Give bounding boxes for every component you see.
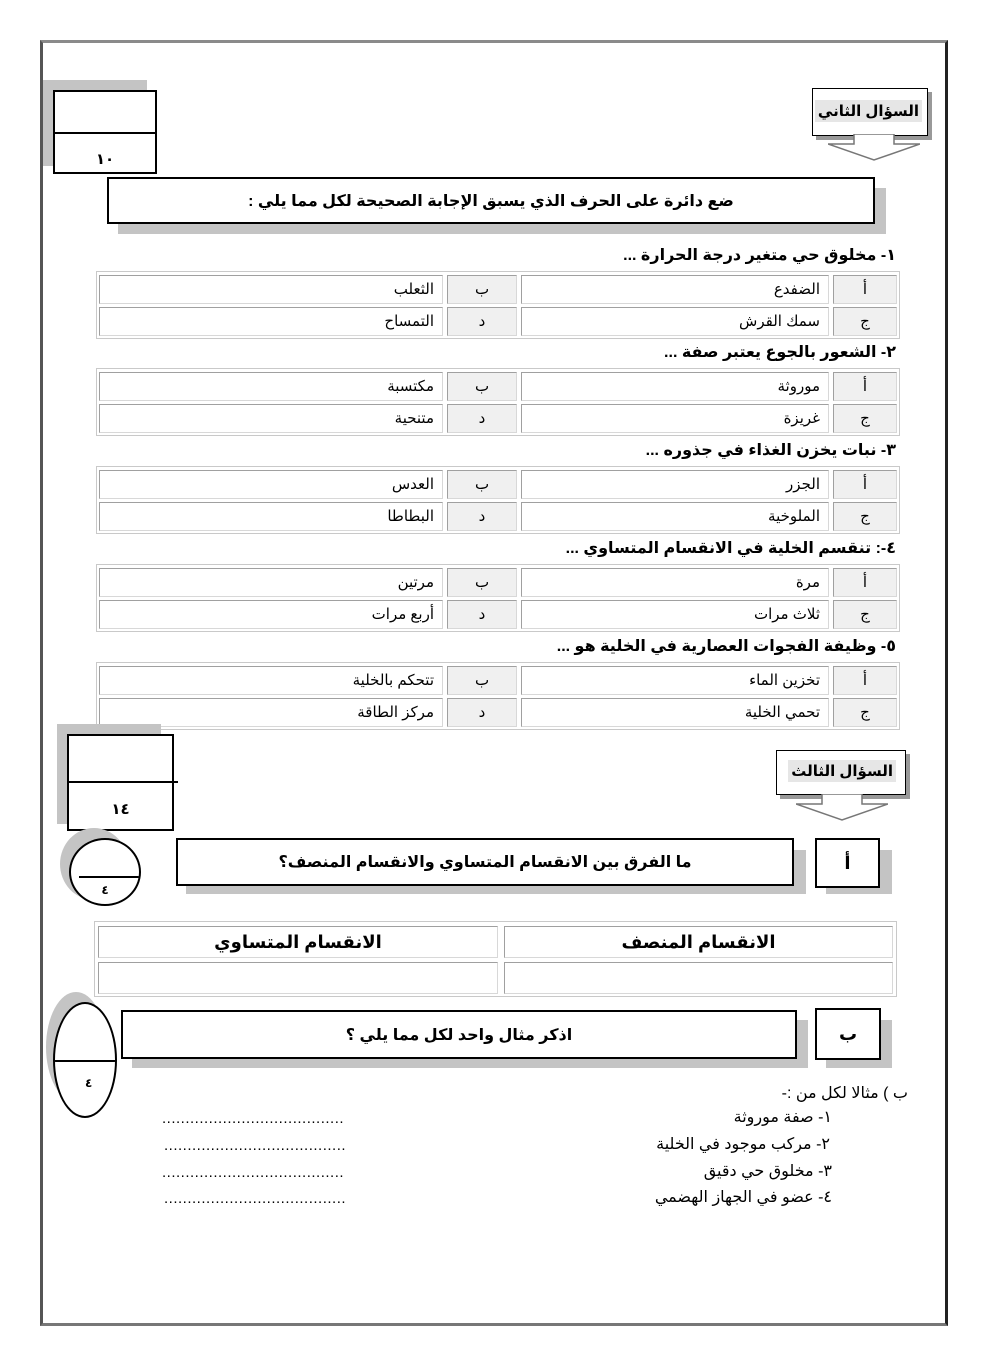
option-b-letter[interactable]: ب: [447, 666, 517, 695]
option-b-text[interactable]: العدس: [99, 470, 443, 499]
option-b-letter[interactable]: ب: [447, 275, 517, 304]
option-c-text[interactable]: سمك القرش: [521, 307, 829, 336]
example-item-1-answer[interactable]: .......................................: [162, 1110, 345, 1127]
section3-score-box: [67, 734, 174, 831]
option-b-letter[interactable]: ب: [447, 470, 517, 499]
score-divider: [55, 132, 155, 134]
option-c-letter[interactable]: ج: [833, 600, 897, 629]
option-d-text[interactable]: التمساح: [99, 307, 443, 336]
option-d-letter[interactable]: د: [447, 600, 517, 629]
option-d-letter[interactable]: د: [447, 698, 517, 727]
example-item-3-answer[interactable]: .......................................: [162, 1164, 345, 1181]
score-divider: [69, 781, 178, 783]
option-b-text[interactable]: الثعلب: [99, 275, 443, 304]
option-a-letter[interactable]: أ: [833, 372, 897, 401]
section2-score-box: [53, 90, 157, 174]
example-item-2-answer[interactable]: .......................................: [164, 1137, 347, 1154]
example-item-2-label: ٢- مركب موجود في الخلية: [656, 1136, 830, 1153]
option-a-text[interactable]: تخزين الماء: [521, 666, 829, 695]
question-4-options: [96, 564, 900, 632]
question-3-options: [96, 466, 900, 534]
option-b-text[interactable]: تتحكم بالخلية: [99, 666, 443, 695]
section3-heading-callout: [776, 750, 906, 822]
option-c-text[interactable]: غريزة: [521, 404, 829, 433]
example-item-4-answer[interactable]: .......................................: [164, 1190, 347, 1207]
part-b-score-circle: [53, 1002, 117, 1118]
example-item-1-label: ١- صفة موروثة: [733, 1109, 832, 1126]
section3-heading: السؤال الثالث: [788, 760, 896, 782]
option-a-letter[interactable]: أ: [833, 470, 897, 499]
comparison-header-meiosis: الانقسام المنصف: [504, 926, 893, 958]
option-c-text[interactable]: تحمي الخلية: [521, 698, 829, 727]
comparison-answer-mitosis[interactable]: [98, 962, 498, 994]
question-2-title: ٢- الشعور بالجوع يعتبر صفة ...: [664, 344, 896, 361]
option-a-text[interactable]: مرة: [521, 568, 829, 597]
question-4-title: ٤-: تنقسم الخلية في الانقسام المتساوي ...: [565, 540, 896, 557]
option-d-text[interactable]: مركز الطاقة: [99, 698, 443, 727]
option-d-text[interactable]: البطاطا: [99, 502, 443, 531]
part-b-question: اذكر مثال واحد لكل مما يلي ؟: [121, 1010, 797, 1059]
comparison-table: [94, 921, 897, 997]
section2-heading-callout: [808, 88, 930, 163]
option-a-text[interactable]: الجزر: [521, 470, 829, 499]
score-divider: [79, 876, 139, 878]
down-arrow-icon: [796, 794, 888, 822]
part-a-score-circle: [69, 838, 141, 906]
part-a-question: ما الفرق بين الانقسام المتساوي والانقسام المنصف؟: [176, 838, 794, 886]
question-5-options: [96, 662, 900, 730]
part-b-intro: ب ) مثالا لكل من :-: [781, 1085, 908, 1102]
option-b-text[interactable]: مكتسبة: [99, 372, 443, 401]
option-b-text[interactable]: مرتين: [99, 568, 443, 597]
option-d-letter[interactable]: د: [447, 404, 517, 433]
part-b-letter: ب: [815, 1008, 881, 1060]
down-arrow-icon: [828, 134, 920, 162]
comparison-header-mitosis: الانقسام المتساوي: [98, 926, 498, 958]
option-c-letter[interactable]: ج: [833, 698, 897, 727]
part-a-letter: أ: [815, 838, 880, 888]
part-b-score: ٤: [85, 1076, 93, 1090]
option-a-letter[interactable]: أ: [833, 275, 897, 304]
option-b-letter[interactable]: ب: [447, 372, 517, 401]
question-2-options: [96, 368, 900, 436]
option-a-letter[interactable]: أ: [833, 568, 897, 597]
option-c-text[interactable]: ثلاث مرات: [521, 600, 829, 629]
comparison-answer-meiosis[interactable]: [504, 962, 893, 994]
question-1-title: ١- مخلوق حي متغير درجة الحرارة ...: [623, 247, 896, 264]
question-3-title: ٣- نبات يخزن الغذاء في جذوره ...: [645, 442, 896, 459]
option-c-letter[interactable]: ج: [833, 404, 897, 433]
section2-heading: السؤال الثاني: [815, 100, 922, 122]
score-divider: [55, 1060, 115, 1062]
option-d-text[interactable]: متنحية: [99, 404, 443, 433]
option-a-text[interactable]: الضفدع: [521, 275, 829, 304]
option-a-letter[interactable]: أ: [833, 666, 897, 695]
example-item-3-label: ٣- مخلوق حي دقيق: [703, 1163, 832, 1180]
question-1-options: [96, 271, 900, 339]
option-c-letter[interactable]: ج: [833, 307, 897, 336]
section2-score-total: ١٠: [95, 151, 115, 168]
option-a-text[interactable]: موروثة: [521, 372, 829, 401]
section3-score-total: ١٤: [111, 801, 130, 818]
option-d-text[interactable]: أربع مرات: [99, 600, 443, 629]
part-a-score: ٤: [101, 883, 109, 897]
option-c-text[interactable]: الملوخية: [521, 502, 829, 531]
option-d-letter[interactable]: د: [447, 502, 517, 531]
option-b-letter[interactable]: ب: [447, 568, 517, 597]
example-item-4-label: ٤- عضو في الجهاز الهضمي: [654, 1189, 832, 1206]
question-5-title: ٥- وظيفة الفجوات العصارية في الخلية هو ...: [556, 638, 896, 655]
option-c-letter[interactable]: ج: [833, 502, 897, 531]
option-d-letter[interactable]: د: [447, 307, 517, 336]
section2-instruction: ضع دائرة على الحرف الذي يسبق الإجابة الصحيحة لكل مما يلي :: [107, 177, 875, 224]
